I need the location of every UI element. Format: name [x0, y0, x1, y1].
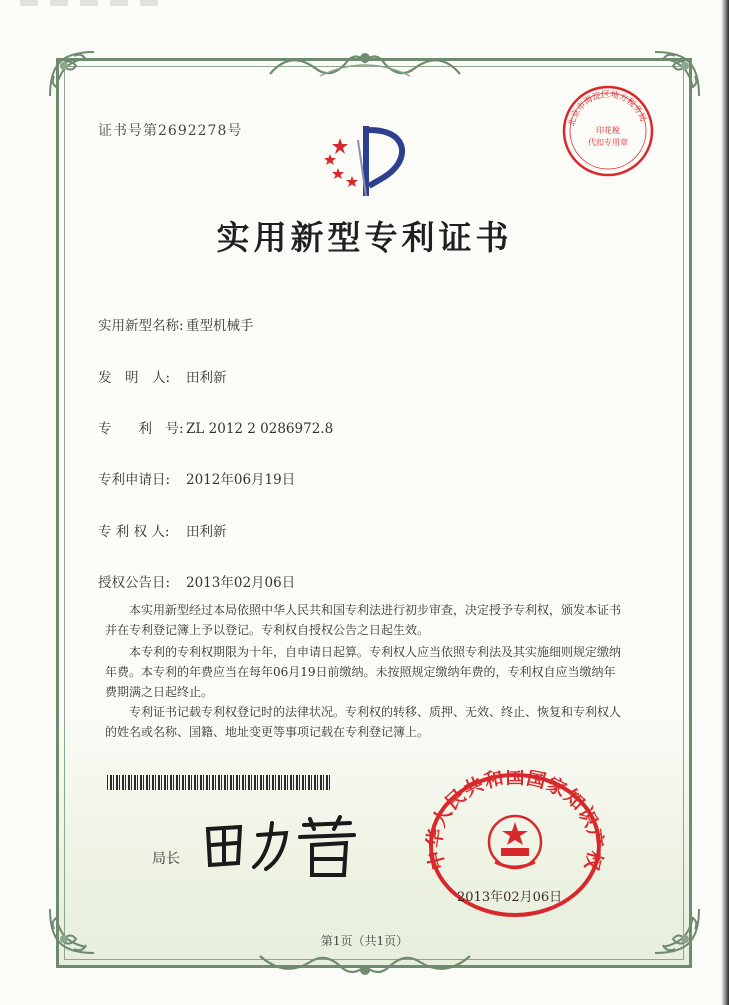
svg-text:印花税: 印花税: [596, 126, 620, 135]
scan-artifact: [20, 0, 160, 6]
field-label: 专 利 号:: [98, 421, 184, 437]
bottom-scroll-ornament: [250, 946, 480, 980]
field-value: 重型机械手: [186, 318, 254, 334]
field-grant-date: [98, 571, 295, 591]
field-value: 田利新: [186, 370, 227, 386]
body-paragraph: 专利证书记载专利权登记时的法律状况。专利权的转移、质押、无效、终止、恢复和专利权人的姓名或名称、国籍、地址变更等事项记载在专利登记簿上。: [105, 705, 622, 739]
svg-text:中华人民共和国国家知识产权局: 中华人民共和国国家知识产权: [425, 770, 605, 874]
page-footer: 第1页（共1页）: [320, 934, 409, 948]
field-label: 发 明 人:: [98, 370, 171, 386]
body-paragraph: 本实用新型经过本局依照中华人民共和国专利法进行初步审查，决定授予专利权，颁发本证书并在专利登记簿上予以登记。专利权自授权公告之日起生效。: [105, 603, 622, 637]
top-scroll-ornament: [260, 46, 470, 86]
field-label: 专 利 权 人:: [98, 524, 170, 540]
field-value: ZL 2012 2 0286972.8: [186, 421, 334, 437]
svg-text:代扣专用章: 代扣专用章: [588, 138, 628, 147]
tax-stamp-seal: [560, 83, 656, 179]
seal-date: 2013年02月06日: [457, 890, 563, 905]
field-value: 田利新: [186, 524, 227, 540]
field-label: 专利申请日:: [98, 472, 171, 488]
field-patentee: [98, 520, 227, 540]
corner-ornament-bottom-right: [647, 901, 707, 961]
director-label: 局长: [152, 851, 180, 867]
svg-text:北京市海淀区地方税务局: 北京市海淀区地方税务局: [567, 89, 648, 128]
barcode: [107, 775, 332, 790]
corner-ornament-top-left: [42, 44, 102, 104]
field-patent-number: [98, 417, 333, 437]
corner-ornament-bottom-left: [42, 901, 102, 961]
field-label: 授权公告日:: [98, 575, 171, 591]
corner-ornament-top-right: [647, 44, 707, 104]
field-label: 实用新型名称:: [98, 318, 184, 334]
field-application-date: [98, 468, 295, 488]
director-signature: [200, 815, 360, 880]
field-utility-model-name: [98, 314, 254, 334]
field-value: 2013年02月06日: [186, 575, 296, 591]
scan-edge: [721, 0, 729, 1005]
patent-office-emblem-icon: [318, 120, 418, 200]
field-value: 2012年06月19日: [186, 472, 296, 488]
body-paragraph: 本专利的专利权期限为十年，自申请日起算。专利权人应当依照专利法及其实施细则规定缴纳年费。本专利的年费应当在每年06月19日前缴纳。未按照规定缴纳年费的，专利权自应当缴纳年费期满之日起终止。: [105, 645, 622, 699]
certificate-title: 实用新型专利证书: [216, 218, 513, 257]
field-inventor: [98, 366, 227, 386]
certificate-number: 证书号第2692278号: [98, 123, 243, 139]
